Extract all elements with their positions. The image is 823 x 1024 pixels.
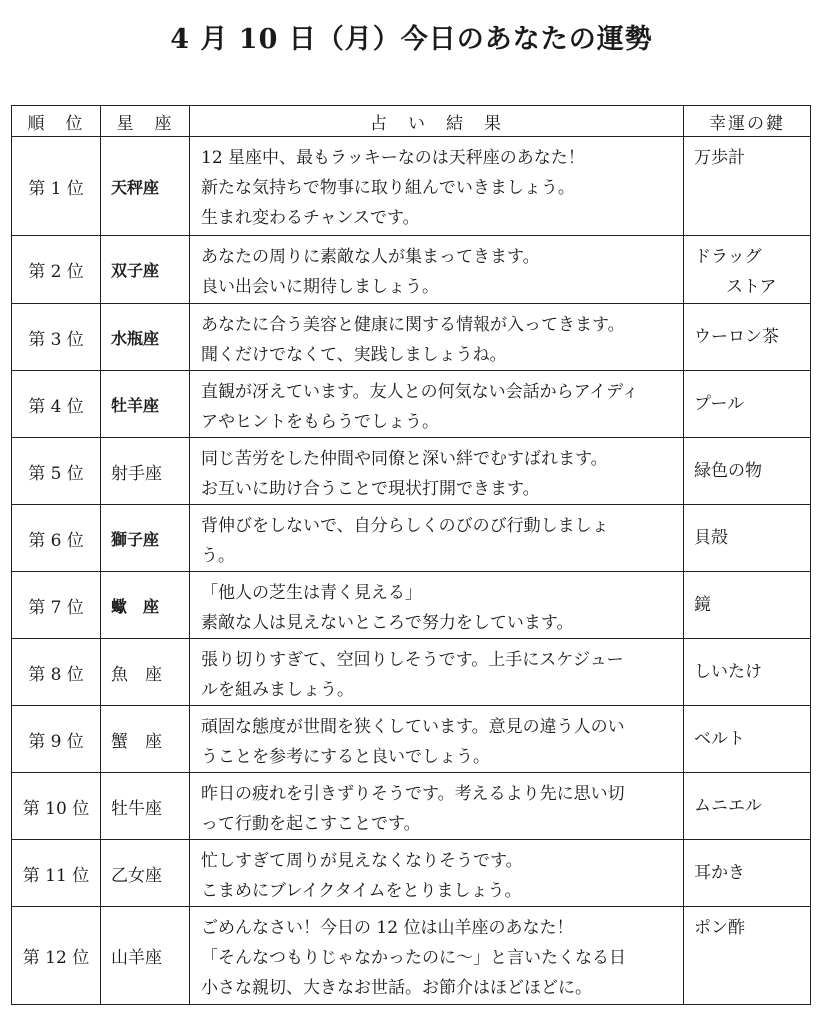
rank-cell: 第 5 位: [12, 438, 101, 505]
zodiac-sign-cell: 蟹 座: [101, 706, 190, 773]
fortune-result-line: 「そんなつもりじゃなかったのに～」と言いたくなる日: [201, 948, 626, 968]
fortune-result-cell: [190, 639, 684, 706]
rank-cell: 第 2 位: [12, 236, 101, 304]
lucky-key-text: 万歩計: [694, 148, 745, 168]
rank-cell: 第 10 位: [12, 773, 101, 840]
fortune-result-cell: [190, 840, 684, 907]
table-row: [12, 773, 811, 840]
lucky-key-text: 耳かき: [694, 863, 745, 883]
fortune-result-cell: [190, 371, 684, 438]
lucky-key-text: しいたけ: [694, 662, 762, 682]
table-row: [12, 639, 811, 706]
lucky-key-cell: [684, 304, 811, 371]
rank-cell: 第 12 位: [12, 907, 101, 1005]
header-rank: 順 位: [12, 106, 101, 137]
header-lucky-key: 幸運の鍵: [684, 106, 811, 137]
lucky-key-cell: [684, 907, 811, 1005]
zodiac-sign-cell: 牡羊座: [101, 371, 190, 438]
rank-cell: 第 4 位: [12, 371, 101, 438]
zodiac-sign-cell: 山羊座: [101, 907, 190, 1005]
fortune-result-line: お互いに助け合うことで現状打開できます。: [201, 479, 540, 499]
zodiac-sign-cell: 牡牛座: [101, 773, 190, 840]
fortune-result-line: 聞くだけでなくて、実践しましょうね。: [201, 345, 507, 365]
zodiac-sign-cell: 乙女座: [101, 840, 190, 907]
fortune-result-line: あなたの周りに素敵な人が集まってきます。: [201, 247, 540, 267]
fortune-result-line: 生まれ変わるチャンスです。: [201, 208, 420, 228]
fortune-result-line: 「他人の芝生は青く見える」: [201, 583, 422, 603]
lucky-key-text: プール: [694, 394, 745, 414]
lucky-key-cell: [684, 137, 811, 236]
page-title: 4 月 10 日（月）今日のあなたの運勢: [170, 24, 653, 55]
fortune-result-line: って行動を起こすことです。: [201, 814, 421, 834]
fortune-result-line: こまめにブレイクタイムをとりましょう。: [201, 881, 522, 901]
fortune-result-line: ごめんなさい！今日の 12 位は山羊座のあなた！: [201, 918, 574, 938]
lucky-key-cell: [684, 236, 811, 304]
fortune-result-line: 新たな気持ちで物事に取り組んでいきましょう。: [201, 178, 575, 198]
fortune-result-line: 忙しすぎて周りが見えなくなりそうです。: [201, 851, 523, 871]
table-row: [12, 304, 811, 371]
table-body: [12, 137, 811, 1005]
zodiac-sign-cell: 蠍 座: [101, 572, 190, 639]
lucky-key-text: 鏡: [694, 595, 711, 615]
zodiac-sign-cell: 天秤座: [101, 137, 190, 236]
fortune-result-line: 頑固な態度が世間を狭くしています。意見の違う人のい: [201, 717, 625, 737]
lucky-key-text: ストア: [726, 277, 777, 297]
lucky-key-text: ウーロン茶: [694, 327, 779, 347]
rank-cell: 第 1 位: [12, 137, 101, 236]
fortune-result-cell: [190, 304, 684, 371]
table-row: [12, 572, 811, 639]
fortune-result-cell: [190, 137, 684, 236]
fortune-result-line: 12 星座中、最もラッキーなのは天秤座のあなた！: [201, 148, 585, 168]
fortune-result-line: ルを組みましょう。: [201, 680, 354, 700]
lucky-key-text: ベルト: [694, 729, 745, 749]
fortune-result-cell: [190, 907, 684, 1005]
fortune-result-line: 同じ苦労をした仲間や同僚と深い絆でむすばれます。: [201, 449, 608, 469]
lucky-key-cell: [684, 639, 811, 706]
fortune-result-cell: [190, 773, 684, 840]
fortune-result-line: うことを参考にすると良いでしょう。: [201, 747, 490, 767]
table-row: [12, 137, 811, 236]
fortune-result-line: 小さな親切、大きなお世話。お節介はほどほどに。: [201, 978, 592, 998]
table-row: [12, 505, 811, 572]
fortune-result-line: う。: [201, 546, 235, 566]
lucky-key-cell: [684, 706, 811, 773]
rank-cell: 第 8 位: [12, 639, 101, 706]
fortune-result-cell: [190, 706, 684, 773]
fortune-result-cell: [190, 236, 684, 304]
zodiac-sign-cell: 射手座: [101, 438, 190, 505]
lucky-key-text: ムニエル: [694, 796, 762, 816]
lucky-key-text: ポン酢: [694, 918, 745, 938]
lucky-key-cell: [684, 840, 811, 907]
table-row: [12, 907, 811, 1005]
fortune-table: [11, 105, 811, 1005]
fortune-result-line: 張り切りすぎて、空回りしそうです。上手にスケジュー: [201, 650, 624, 670]
zodiac-sign-cell: 双子座: [101, 236, 190, 304]
fortune-result-line: 背伸びをしないで、自分らしくのびのび行動しましょ: [201, 516, 609, 536]
rank-cell: 第 11 位: [12, 840, 101, 907]
lucky-key-text: 貝殻: [694, 528, 728, 548]
fortune-result-line: あなたに合う美容と健康に関する情報が入ってきます。: [201, 315, 625, 335]
fortune-result-line: アやヒントをもらうでしょう。: [201, 412, 439, 432]
table-row: [12, 371, 811, 438]
lucky-key-cell: [684, 438, 811, 505]
fortune-result-line: 素敵な人は見えないところで努力をしています。: [201, 613, 574, 633]
zodiac-sign-cell: 魚 座: [101, 639, 190, 706]
lucky-key-cell: [684, 371, 811, 438]
fortune-result-cell: [190, 438, 684, 505]
lucky-key-cell: [684, 505, 811, 572]
fortune-result-line: 良い出会いに期待しましょう。: [201, 277, 439, 297]
rank-cell: 第 6 位: [12, 505, 101, 572]
table-header: [12, 106, 811, 137]
lucky-key-text: ドラッグ: [694, 247, 762, 267]
lucky-key-text: 緑色の物: [694, 461, 762, 481]
fortune-result-line: 直観が冴えています。友人との何気ない会話からアイディ: [201, 382, 639, 402]
table-row: [12, 236, 811, 304]
lucky-key-cell: [684, 572, 811, 639]
fortune-result-line: 昨日の疲れを引きずりそうです。考えるより先に思い切: [201, 784, 625, 804]
table-row: [12, 706, 811, 773]
zodiac-sign-cell: 獅子座: [101, 505, 190, 572]
rank-cell: 第 9 位: [12, 706, 101, 773]
rank-cell: 第 3 位: [12, 304, 101, 371]
header-sign: 星 座: [101, 106, 190, 137]
table-row: [12, 438, 811, 505]
table-row: [12, 840, 811, 907]
fortune-result-cell: [190, 505, 684, 572]
zodiac-sign-cell: 水瓶座: [101, 304, 190, 371]
lucky-key-cell: [684, 773, 811, 840]
rank-cell: 第 7 位: [12, 572, 101, 639]
fortune-result-cell: [190, 572, 684, 639]
header-result: 占 い 結 果: [190, 106, 684, 137]
